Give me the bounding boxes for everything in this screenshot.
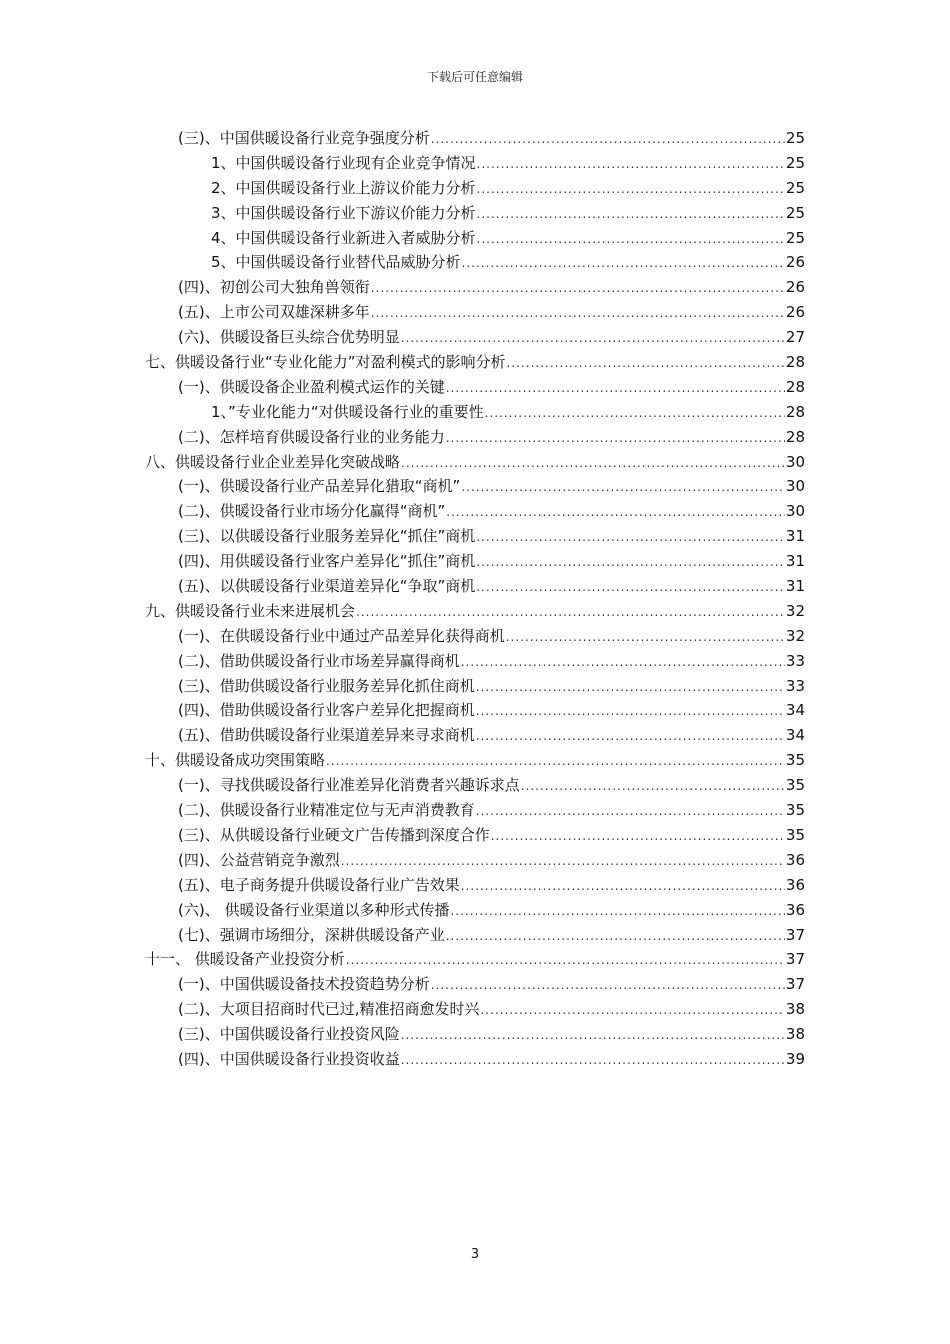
toc-dot-leader bbox=[462, 251, 785, 276]
toc-dot-leader bbox=[476, 575, 785, 600]
toc-entry[interactable] bbox=[145, 574, 805, 599]
toc-entry-page: 36 bbox=[785, 875, 805, 894]
toc-entry[interactable] bbox=[145, 325, 805, 350]
toc-dot-leader bbox=[371, 276, 785, 301]
toc-dot-leader bbox=[476, 699, 785, 724]
toc-dot-leader bbox=[446, 426, 785, 451]
toc-entry-page: 34 bbox=[785, 701, 805, 720]
toc-entry-label: (二)、大项目招商时代已过,精准招商愈发时兴 bbox=[178, 1000, 480, 1019]
toc-entry-label: 十一、 供暖设备产业投资分析 bbox=[145, 950, 345, 969]
toc-entry[interactable] bbox=[145, 848, 805, 873]
toc-entry[interactable] bbox=[145, 773, 805, 798]
toc-dot-leader bbox=[476, 525, 785, 550]
toc-entry-label: (一)、供暖设备企业盈利模式运作的关键 bbox=[178, 377, 445, 396]
toc-entry-page: 39 bbox=[785, 1049, 805, 1068]
toc-entry-page: 25 bbox=[785, 203, 805, 222]
toc-entry-page: 30 bbox=[785, 452, 805, 471]
toc-entry-label: (四)、借助供暖设备行业客户差异化把握商机 bbox=[178, 701, 475, 720]
toc-entry[interactable] bbox=[145, 1047, 805, 1072]
toc-dot-leader bbox=[477, 227, 785, 252]
toc-entry[interactable] bbox=[145, 947, 805, 972]
toc-entry-label: (五)、借助供暖设备行业渠道差异来寻求商机 bbox=[178, 726, 475, 745]
toc-entry-page: 32 bbox=[785, 626, 805, 645]
toc-dot-leader bbox=[506, 625, 785, 650]
toc-dot-leader bbox=[431, 973, 785, 998]
toc-entry-page: 30 bbox=[785, 502, 805, 521]
toc-entry-label: (一)、在供暖设备行业中通过产品差异化获得商机 bbox=[178, 626, 505, 645]
toc-dot-leader bbox=[477, 152, 785, 177]
toc-entry-label: 1、中国供暖设备行业现有企业竞争情况 bbox=[211, 153, 476, 172]
toc-entry-label: (一)、寻找供暖设备行业准差异化消费者兴趣诉求点 bbox=[178, 776, 520, 795]
toc-entry-page: 32 bbox=[785, 601, 805, 620]
toc-entry[interactable] bbox=[145, 151, 805, 176]
toc-entry-page: 36 bbox=[785, 850, 805, 869]
toc-entry-label: (一)、中国供暖设备技术投资趋势分析 bbox=[178, 975, 430, 994]
toc-entry-page: 26 bbox=[785, 303, 805, 322]
toc-entry-page: 35 bbox=[785, 825, 805, 844]
toc-entry-page: 25 bbox=[785, 228, 805, 247]
toc-entry-label: (三)、以供暖设备行业服务差异化“抓住”商机 bbox=[178, 527, 476, 546]
toc-entry[interactable] bbox=[145, 798, 805, 823]
toc-entry[interactable] bbox=[145, 599, 805, 624]
toc-entry-page: 30 bbox=[785, 477, 805, 496]
toc-entry[interactable] bbox=[145, 474, 805, 499]
toc-entry[interactable] bbox=[145, 250, 805, 275]
toc-entry-label: 2、中国供暖设备行业上游议价能力分析 bbox=[211, 178, 476, 197]
page-number: 3 bbox=[470, 1247, 480, 1262]
toc-dot-leader bbox=[446, 924, 785, 949]
toc-entry-label: (五)、以供暖设备行业渠道差异化“争取”商机 bbox=[178, 577, 476, 596]
toc-dot-leader bbox=[476, 724, 785, 749]
toc-entry[interactable] bbox=[145, 748, 805, 773]
toc-entry-page: 27 bbox=[785, 328, 805, 347]
toc-entry-page: 37 bbox=[785, 950, 805, 969]
toc-entry-page: 25 bbox=[785, 129, 805, 147]
toc-entry-page: 37 bbox=[785, 975, 805, 994]
toc-entry-page: 38 bbox=[785, 1000, 805, 1019]
toc-entry[interactable] bbox=[145, 499, 805, 524]
toc-dot-leader bbox=[476, 799, 785, 824]
toc-entry-label: (三)、中国供暖设备行业竞争强度分析 bbox=[178, 129, 430, 147]
toc-entry[interactable] bbox=[145, 275, 805, 300]
toc-entry-page: 28 bbox=[785, 427, 805, 446]
toc-dot-leader bbox=[346, 948, 785, 973]
toc-entry-page: 35 bbox=[785, 776, 805, 795]
toc-entry-page: 28 bbox=[785, 353, 805, 372]
toc-entry[interactable] bbox=[145, 898, 805, 923]
toc-entry-page: 28 bbox=[785, 377, 805, 396]
toc-entry[interactable] bbox=[145, 450, 805, 475]
toc-entry-label: (六)、供暖设备巨头综合优势明显 bbox=[178, 328, 400, 347]
toc-entry-label: (三)、从供暖设备行业硬文广告传播到深度合作 bbox=[178, 825, 490, 844]
table-of-contents bbox=[145, 126, 805, 1072]
toc-entry-label: (四)、用供暖设备行业客户差异化“抓住”商机 bbox=[178, 552, 476, 571]
toc-entry-page: 35 bbox=[785, 801, 805, 820]
toc-entry-page: 33 bbox=[785, 651, 805, 670]
toc-entry-label: 七、供暖设备行业“专业化能力”对盈利模式的影响分析 bbox=[145, 353, 506, 372]
toc-entry[interactable] bbox=[145, 524, 805, 549]
toc-dot-leader bbox=[446, 376, 785, 401]
toc-entry-label: 3、中国供暖设备行业下游议价能力分析 bbox=[211, 203, 476, 222]
toc-entry-page: 34 bbox=[785, 726, 805, 745]
toc-entry[interactable] bbox=[145, 226, 805, 251]
toc-entry[interactable] bbox=[145, 972, 805, 997]
toc-dot-leader bbox=[461, 650, 785, 675]
toc-entry[interactable] bbox=[145, 176, 805, 201]
toc-entry-page: 28 bbox=[785, 402, 805, 421]
toc-dot-leader bbox=[477, 177, 785, 202]
toc-entry[interactable] bbox=[145, 674, 805, 699]
toc-entry[interactable] bbox=[145, 549, 805, 574]
toc-entry[interactable] bbox=[145, 698, 805, 723]
toc-dot-leader bbox=[476, 675, 785, 700]
toc-dot-leader bbox=[461, 475, 785, 500]
toc-entry[interactable] bbox=[145, 873, 805, 898]
toc-entry-label: 九、供暖设备行业未来进展机会 bbox=[145, 601, 356, 620]
toc-entry-page: 36 bbox=[785, 900, 805, 919]
toc-entry[interactable] bbox=[145, 400, 805, 425]
toc-dot-leader bbox=[507, 351, 785, 376]
toc-dot-leader bbox=[401, 1023, 785, 1048]
toc-entry-page: 38 bbox=[785, 1025, 805, 1044]
toc-dot-leader bbox=[521, 774, 785, 799]
toc-entry-label: (三)、借助供暖设备行业服务差异化抓住商机 bbox=[178, 676, 475, 695]
toc-dot-leader bbox=[480, 998, 784, 1023]
toc-entry-page: 26 bbox=[785, 253, 805, 272]
toc-dot-leader bbox=[476, 550, 785, 575]
toc-dot-leader bbox=[371, 301, 785, 326]
toc-dot-leader bbox=[356, 600, 785, 625]
toc-entry-label: (一)、供暖设备行业产品差异化猎取“商机” bbox=[178, 477, 461, 496]
toc-dot-leader bbox=[341, 849, 785, 874]
toc-entry-label: 5、中国供暖设备行业替代品威胁分析 bbox=[211, 253, 461, 272]
toc-entry[interactable] bbox=[145, 375, 805, 400]
toc-entry-label: 1、”专业化能力“对供暖设备行业的重要性 bbox=[211, 402, 484, 421]
toc-entry-page: 26 bbox=[785, 278, 805, 297]
toc-entry-page: 33 bbox=[785, 676, 805, 695]
toc-entry-label: 八、供暖设备行业企业差异化突破战略 bbox=[145, 452, 401, 471]
toc-entry-page: 25 bbox=[785, 178, 805, 197]
toc-entry[interactable] bbox=[145, 624, 805, 649]
toc-entry[interactable] bbox=[145, 1022, 805, 1047]
toc-entry-page: 31 bbox=[785, 577, 805, 596]
toc-entry[interactable] bbox=[145, 997, 805, 1022]
toc-dot-leader bbox=[401, 1048, 785, 1073]
page-header: 下载后可任意编辑 bbox=[426, 70, 523, 84]
toc-entry[interactable] bbox=[145, 350, 805, 375]
toc-entry[interactable] bbox=[145, 300, 805, 325]
toc-entry-page: 31 bbox=[785, 552, 805, 571]
toc-dot-leader bbox=[485, 401, 785, 426]
toc-entry-page: 31 bbox=[785, 527, 805, 546]
toc-dot-leader bbox=[491, 824, 785, 849]
toc-entry-label: (二)、供暖设备行业精准定位与无声消费教育 bbox=[178, 801, 475, 820]
toc-entry[interactable] bbox=[145, 649, 805, 674]
toc-entry-label: (四)、中国供暖设备行业投资收益 bbox=[178, 1049, 400, 1068]
toc-entry-label: (五)、电子商务提升供暖设备行业广告效果 bbox=[178, 875, 460, 894]
toc-entry-label: (三)、中国供暖设备行业投资风险 bbox=[178, 1025, 400, 1044]
toc-entry-page: 35 bbox=[785, 751, 805, 770]
toc-entry-label: (七)、强调市场细分，深耕供暖设备产业 bbox=[178, 925, 445, 944]
toc-dot-leader bbox=[401, 326, 785, 351]
toc-entry-label: (二)、供暖设备行业市场分化赢得“商机” bbox=[178, 502, 446, 521]
toc-entry-label: (二)、怎样培育供暖设备行业的业务能力 bbox=[178, 427, 445, 446]
toc-dot-leader bbox=[326, 749, 785, 774]
toc-dot-leader bbox=[401, 451, 785, 476]
toc-entry[interactable] bbox=[145, 425, 805, 450]
toc-entry[interactable] bbox=[145, 723, 805, 748]
toc-entry-page: 37 bbox=[785, 925, 805, 944]
toc-dot-leader bbox=[450, 899, 784, 924]
toc-dot-leader bbox=[461, 874, 785, 899]
toc-entry[interactable] bbox=[145, 201, 805, 226]
toc-entry[interactable] bbox=[145, 126, 805, 151]
toc-dot-leader bbox=[446, 500, 785, 525]
toc-entry-label: 4、中国供暖设备行业新进入者威胁分析 bbox=[211, 228, 476, 247]
toc-entry-label: (五)、上市公司双雄深耕多年 bbox=[178, 303, 370, 322]
toc-entry-label: (四)、公益营销竞争激烈 bbox=[178, 850, 340, 869]
toc-entry-label: (四)、初创公司大独角兽领衔 bbox=[178, 278, 370, 297]
toc-entry-page: 25 bbox=[785, 153, 805, 172]
toc-dot-leader bbox=[477, 202, 785, 227]
toc-entry-label: (六)、 供暖设备行业渠道以多种形式传播 bbox=[178, 900, 450, 919]
toc-dot-leader bbox=[431, 127, 785, 152]
toc-entry[interactable] bbox=[145, 923, 805, 948]
toc-entry-label: 十、供暖设备成功突围策略 bbox=[145, 751, 326, 770]
toc-entry[interactable] bbox=[145, 823, 805, 848]
toc-entry-label: (二)、借助供暖设备行业市场差异赢得商机 bbox=[178, 651, 460, 670]
